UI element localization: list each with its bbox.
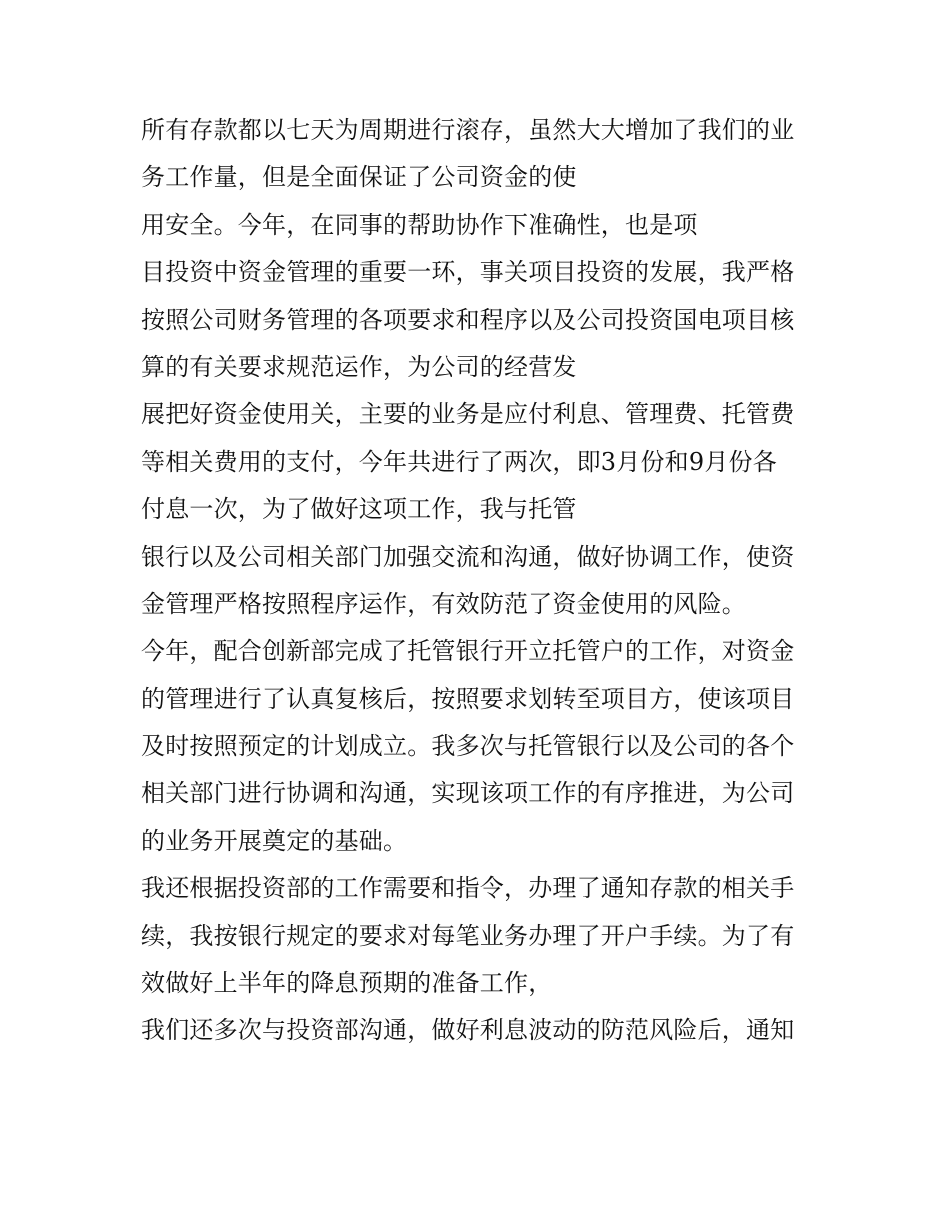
body-text (141, 107, 821, 1055)
text-line: 付息一次，为了做好这项工作，我与托管 (141, 495, 577, 524)
text-line: 的管理进行了认真复核后，按照要求划转至项目方，使该项目 (141, 684, 795, 713)
text-line: 续，我按银行规定的要求对每笔业务办理了开户手续。为了有 (141, 921, 795, 950)
text-line: 展把好资金使用关，主要的业务是应付利息、管理费、托管费 (141, 400, 795, 429)
text-line: 按照公司财务管理的各项要求和程序以及公司投资国电项目核 (141, 305, 795, 334)
text-line: 我还根据投资部的工作需要和指令，办理了通知存款的相关手 (141, 874, 795, 903)
text-line: 用安全。今年，在同事的帮助协作下准确性，也是项 (141, 210, 698, 239)
text-line: 我们还多次与投资部沟通，做好利息波动的防范风险后，通知 (141, 1016, 795, 1045)
text-line: 务工作量，但是全面保证了公司资金的使 (141, 163, 577, 192)
text-line: 银行以及公司相关部门加强交流和沟通，做好协调工作，使资 (141, 542, 795, 571)
text-line: 效做好上半年的降息预期的准备工作， (141, 969, 553, 998)
text-line: 今年，配合创新部完成了托管银行开立托管户的工作，对资金 (141, 637, 795, 666)
text-line: 算的有关要求规范运作，为公司的经营发 (141, 352, 577, 381)
text-line: 及时按照预定的计划成立。我多次与托管银行以及公司的各个 (141, 732, 795, 761)
text-line: 等相关费用的支付，今年共进行了两次，即3月份和9月份各 (141, 447, 777, 476)
text-line: 金管理严格按照程序运作，有效防范了资金使用的风险。 (141, 589, 746, 618)
text-line: 所有存款都以七天为周期进行滚存，虽然大大增加了我们的业 (141, 116, 795, 144)
text-line: 相关部门进行协调和沟通，实现该项工作的有序推进，为公司 (141, 779, 795, 808)
text-line: 的业务开展奠定的基础。 (141, 826, 408, 855)
text-line: 目投资中资金管理的重要一环，事关项目投资的发展，我严格 (141, 258, 795, 287)
